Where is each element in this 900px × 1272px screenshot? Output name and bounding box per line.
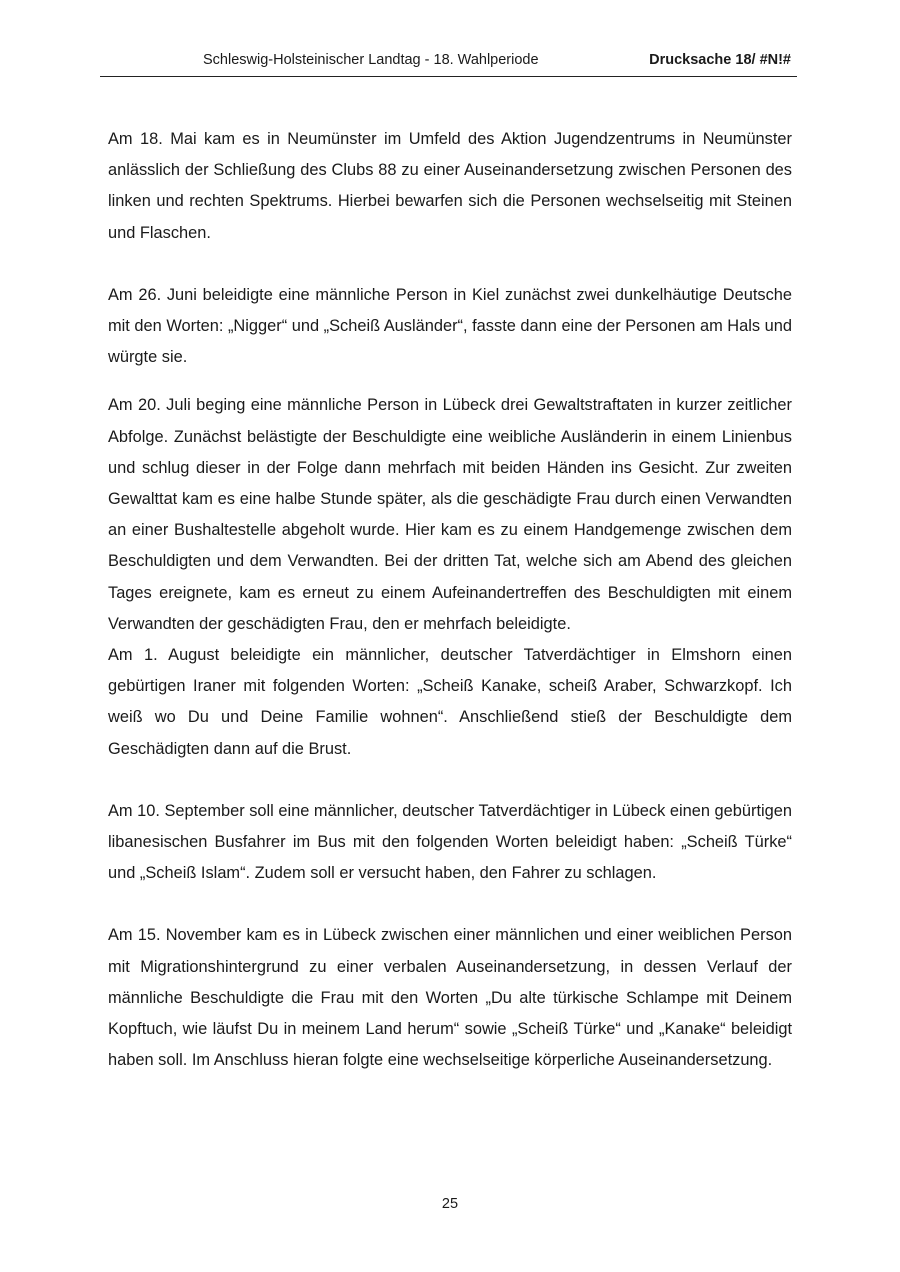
- page-number: 25: [441, 1196, 459, 1212]
- paragraph-18-mai: Am 18. Mai kam es in Neumünster im Umfeld des Aktion Jugendzentrums in Neumünster anlässlich der Schließung des Clubs 88 zu einer Auseinandersetzung zwischen Personen des linken und rechten Spektrums. Hierbei bewarfen sich die Personen wechselseitig mit Steinen und Flaschen.: [108, 130, 792, 242]
- paragraph-26-juni: Am 26. Juni beleidigte eine männliche Person in Kiel zunächst zwei dunkelhäutige Deutsche mit den Worten: „Nigger“ und „Scheiß Ausländer“, fasste dann eine der Personen am Hals und würgte sie.: [108, 285, 792, 367]
- paragraph-10-september: Am 10. September soll eine männlicher, deutscher Tatverdächtiger in Lübeck einen gebürtigen libanesischen Busfahrer im Bus mit den folgenden Worten beleidigt haben: „Scheiß Türke“ und „Scheiß Islam“. Zudem soll er versucht haben, den Fahrer zu schlagen.: [108, 801, 792, 883]
- page-header: [100, 50, 797, 77]
- document-number: Drucksache 18/ #N!#: [649, 52, 791, 68]
- header-title: Schleswig-Holsteinischer Landtag - 18. Wahlperiode: [203, 52, 539, 68]
- paragraph-1-august: Am 1. August beleidigte ein männlicher, deutscher Tatverdächtiger in Elmshorn einen gebürtigen Iraner mit folgenden Worten: „Scheiß Kanake, scheiß Araber, Schwarzkopf. Ich weiß wo Du und Deine Familie wohnen“. Anschließend stieß der Beschuldigte dem Geschädigten dann auf die Brust.: [108, 646, 792, 758]
- document-body: [108, 124, 792, 1076]
- paragraph-20-juli: Am 20. Juli beging eine männliche Person in Lübeck drei Gewaltstraftaten in kurzer zeitlicher Abfolge. Zunächst belästigte der Beschuldigte eine weibliche Ausländerin in einem Linienbus und schlug dieser in der Folge dann mehrfach mit beiden Händen ins Gesicht. Zur zweiten Gewalttat kam es eine halbe Stunde später, als die geschädigte Frau durch einen Verwandten an einer Bushaltestelle abgeholt wurde. Hier kam es zu einem Handgemenge zwischen dem Beschuldigten und dem Verwandten. Bei der dritten Tat, welche sich am Abend des gleichen Tages ereignete, kam es erneut zu einem Aufeinandertreffen des Beschuldigten mit einem Verwandten der geschädigten Frau, den er mehrfach beleidigte.: [108, 396, 792, 633]
- paragraph-15-november: Am 15. November kam es in Lübeck zwischen einer männlichen und einer weiblichen Person mit Migrationshintergrund zu einer verbalen Auseinandersetzung, in dessen Verlauf der männliche Beschuldigte die Frau mit den Worten „Du alte türkische Schlampe mit Deinem Kopftuch, wie läufst Du in meinem Land herum“ sowie „Scheiß Türke“ und „Kanake“ beleidigt haben soll. Im Anschluss hieran folgte eine wechselseitige körperliche Auseinandersetzung.: [108, 926, 792, 1070]
